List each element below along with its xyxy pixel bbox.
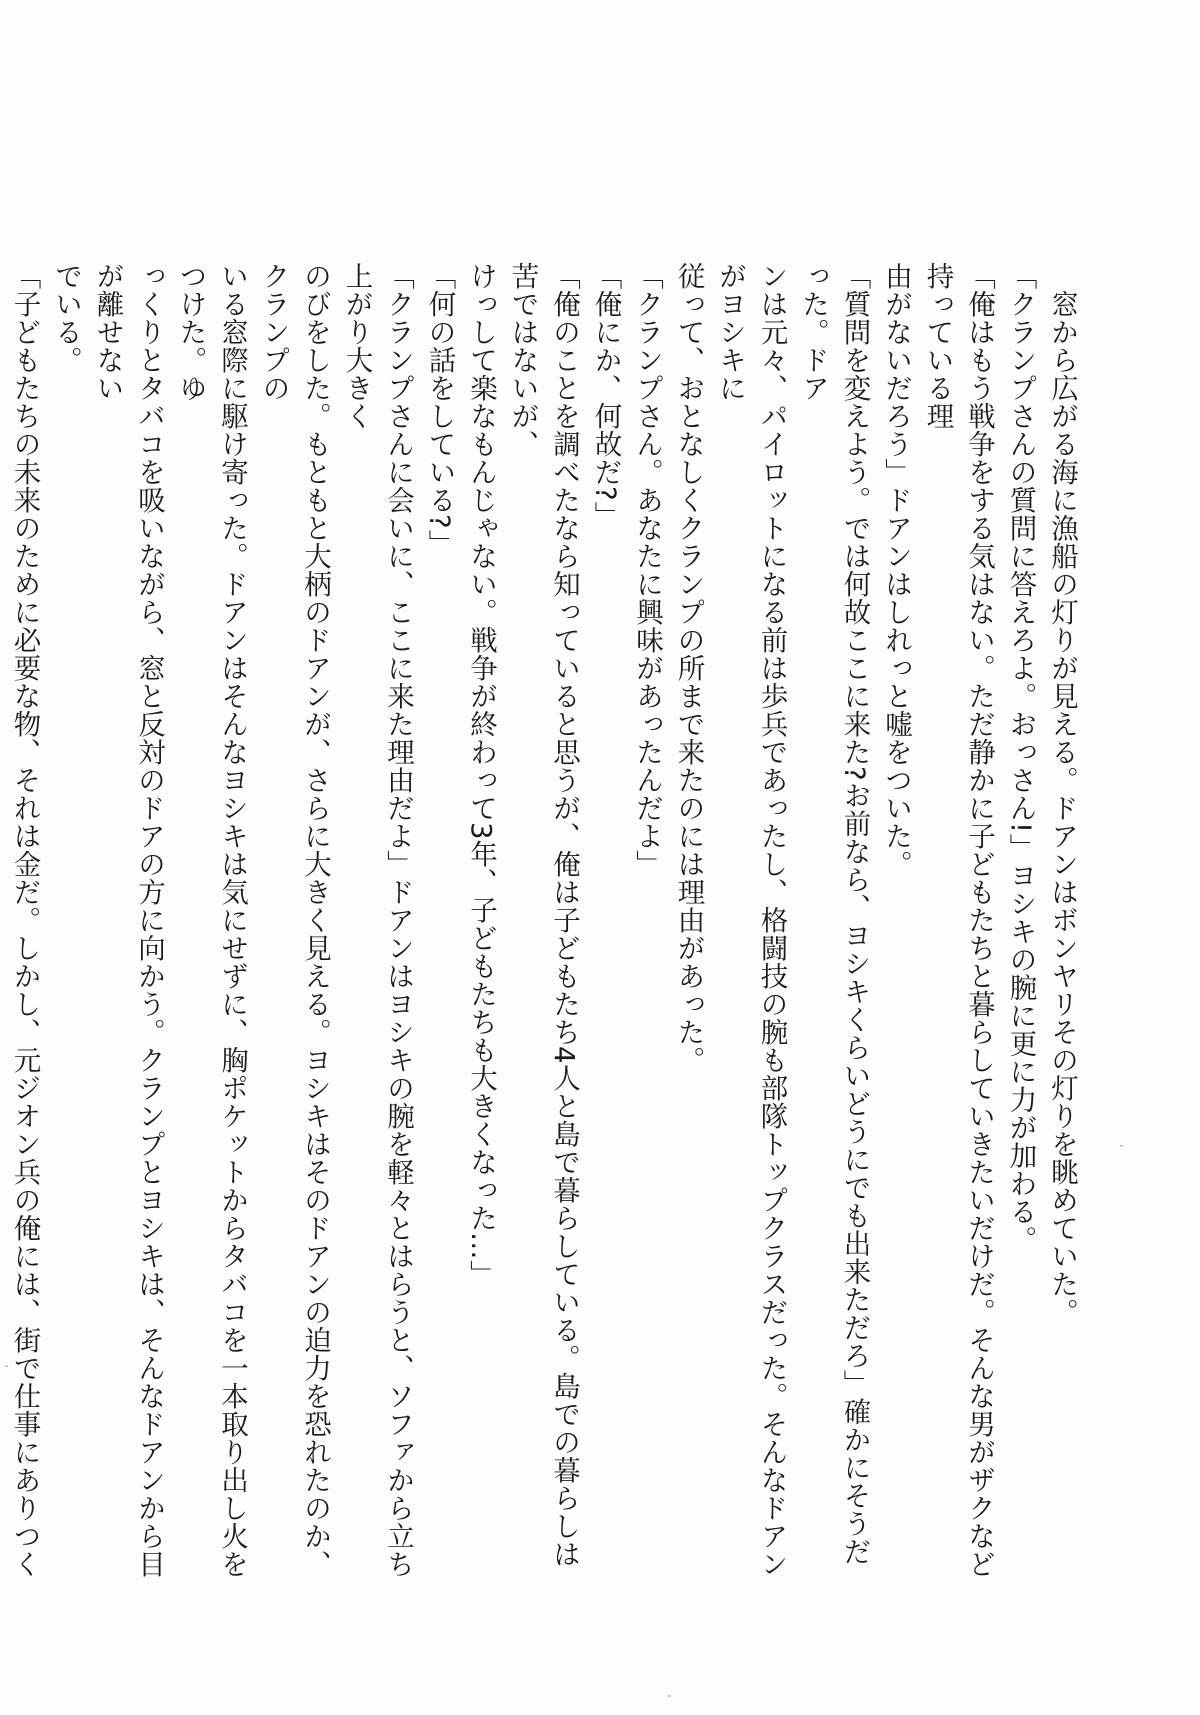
text-line: ンは元々、パイロットになる前は歩兵であったし、格闘技の腕も部隊トップクラスだった。そんなドアンがヨシキに	[714, 262, 788, 1578]
vertical-text-body	[0, 262, 1082, 1582]
scan-speck	[668, 1695, 671, 1697]
text-line: 窓から広がる海に漁船の灯りが見える。ドアンはボンヤリその灯りを眺めていた。	[1046, 262, 1078, 1326]
text-line: 「俺のことを調べたなら知っていると思うが、俺は子どもたち4人と島で暮らしている。島での暮らしは苦ではないが、	[506, 262, 580, 1568]
text-line: 由がないだろう」ドアンはしれっと嘘をついた。	[880, 262, 912, 878]
text-line: 「クランプさんに会いに、ここに来た理由だよ」ドアンはヨシキの腕を軽々とはらうと、ソファから立ち上がり大きく	[340, 262, 414, 1578]
text-line: 「何の話をしている?」	[423, 262, 456, 558]
text-line: 「クランプさんの質問に答えろよ。おっさん!」ヨシキの腕に更に力が加わる。	[1004, 262, 1037, 1254]
text-line: 従って、おとなしくクランプの所まで来たのには理由があった。	[672, 262, 705, 1074]
text-line: 「俺にか、何故だ?」	[589, 262, 622, 530]
scan-speck	[1120, 1145, 1123, 1147]
text-line: いる窓際に駆け寄った。ドアンはそんなヨシキは気にせずに、胸ポケットからタバコを一本取り出し火をつけた。ゆ	[174, 262, 248, 1578]
scan-speck	[5, 1365, 8, 1367]
text-line: けっして楽なもんじゃない。戦争が終わって3年、子どもたちも大きくなった…」	[465, 262, 497, 1288]
text-line: っくりとタバコを吸いながら、窓と反対のドアの方に向かう。クランプとヨシキは、そんなドアンから目が離せない	[91, 262, 165, 1578]
text-line: のびをした。もともと大柄のドアンが、さらに大きく見える。ヨシキはそのドアンの迫力を恐れたのか、クランプの	[257, 262, 331, 1578]
text-line: 「クランプさん。あなたに興味があったんだよ」	[631, 262, 663, 878]
text-line: 「質問を変えよう。では何故ここに来た?お前なら、ヨシキくらいどうにでも出来ただろ」確かにそうだった。ドア	[797, 262, 871, 1566]
text-line: 「俺はもう戦争をする気はない。ただ静かに子どもたちと暮らしていきたいだけだ。そんな男がザクなど持っている理	[921, 262, 995, 1578]
text-line: でいる。	[50, 262, 82, 374]
text-line: 「子どもたちの未来のために必要な物、それは金だ。しかし、元ジオン兵の俺には、街で仕事にありつく	[8, 262, 41, 1578]
